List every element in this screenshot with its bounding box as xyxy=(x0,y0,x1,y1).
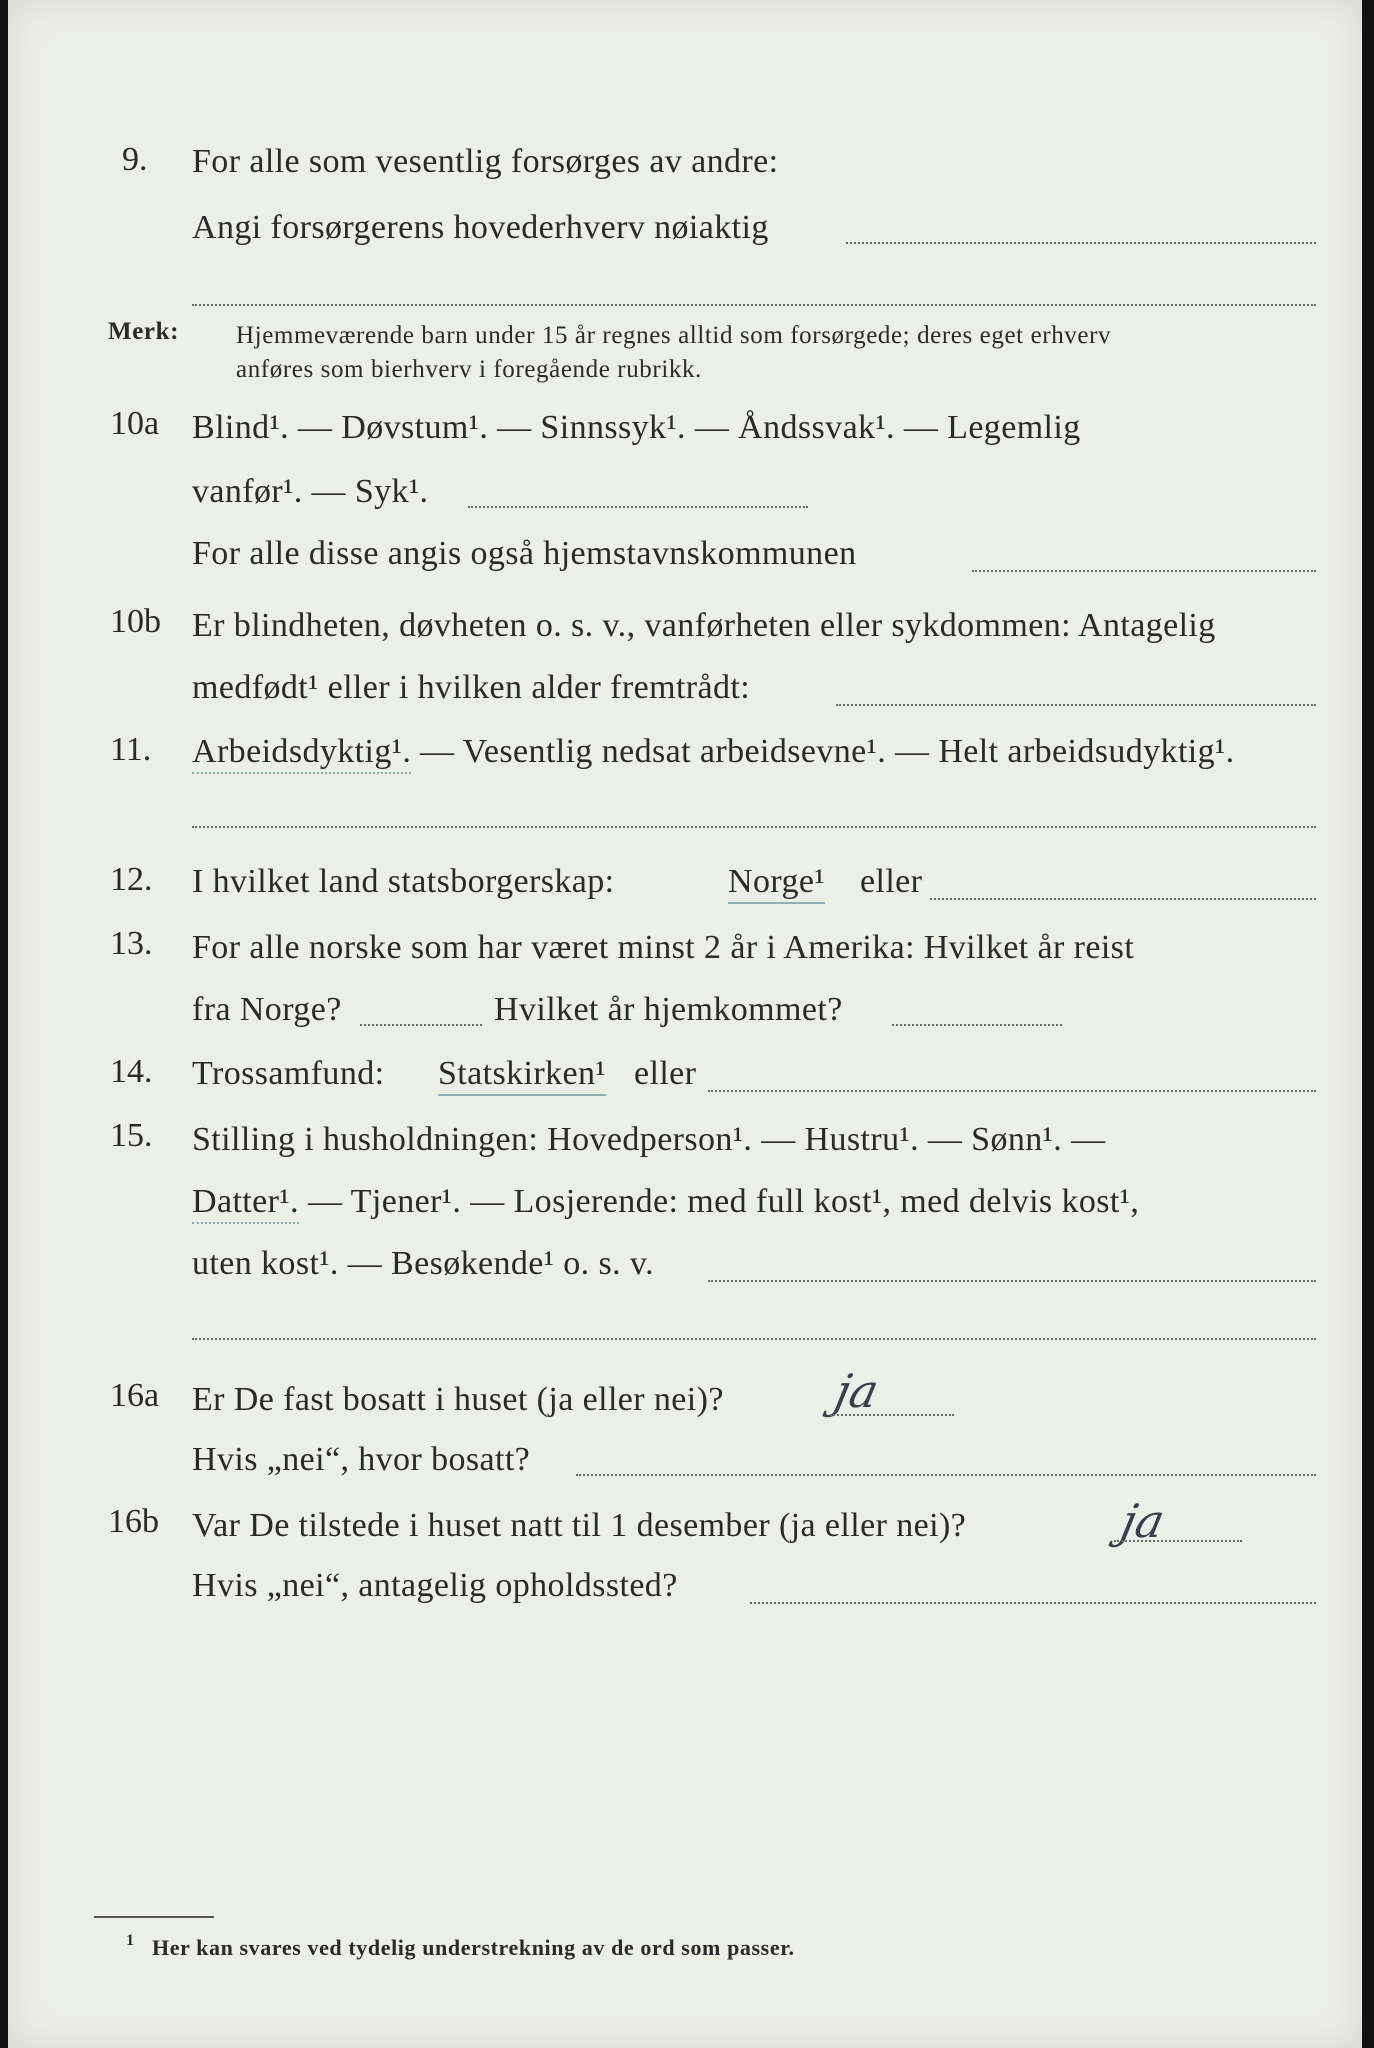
q16b-line1: Var De tilstede i huset natt til 1 desember (ja eller nei)? xyxy=(192,1507,967,1544)
q9-line1: For alle som vesentlig forsørges av andre: xyxy=(192,143,779,180)
q12-number: 12. xyxy=(110,861,153,898)
q16a-number: 16a xyxy=(110,1377,160,1414)
q10b-line1: Er blindheten, døvheten o. s. v., vanførheten eller sykdommen: Antagelig xyxy=(192,607,1216,644)
q16a-handwritten-answer[interactable]: ja xyxy=(830,1364,884,1418)
q11-line1-rest: — Vesentlig nedsat arbeidsevne¹. — Helt arbeidsudyktig¹. xyxy=(420,733,1235,770)
q12-option-norge[interactable]: Norge¹ xyxy=(728,862,825,904)
q16a-answer-line[interactable] xyxy=(830,1414,954,1416)
q16b-handwritten-answer[interactable]: ja xyxy=(1116,1494,1170,1548)
footnote-text: Her kan svares ved tydelig understrekning av de ord som passer. xyxy=(152,1935,795,1960)
q16a-line1: Er De fast bosatt i huset (ja eller nei)? xyxy=(192,1381,724,1418)
q9-answer-line-2[interactable] xyxy=(192,304,1316,306)
q13-reist-answer-line[interactable] xyxy=(360,1024,482,1026)
q13-line1: For alle norske som har været minst 2 år i Amerika: Hvilket år reist xyxy=(192,929,1135,966)
footnote-mark: 1 xyxy=(126,1932,134,1949)
q10a-line2: vanfør¹. — Syk¹. xyxy=(192,473,429,510)
merk-line1: Hjemmeværende barn under 15 år regnes alltid som forsørgede; deres eget erhverv xyxy=(236,322,1112,349)
q15-line2-rest: — Tjener¹. — Losjerende: med full kost¹, med delvis kost¹, xyxy=(308,1183,1140,1220)
q10b-number: 10b xyxy=(110,603,161,640)
merk-line2: anføres som bierhverv i foregående rubrikk. xyxy=(236,356,702,383)
q16b-number: 16b xyxy=(108,1503,159,1540)
q12-answer-line[interactable] xyxy=(930,898,1316,900)
footnote-rule xyxy=(94,1916,214,1918)
q10b-line2: medfødt¹ eller i hvilken alder fremtrådt: xyxy=(192,669,751,706)
q9-answer-line[interactable] xyxy=(846,242,1316,244)
q14-option-statskirken[interactable]: Statskirken¹ xyxy=(438,1054,606,1096)
q11-number: 11. xyxy=(110,731,152,768)
q16b-line2: Hvis „nei“, antagelig opholdssted? xyxy=(192,1567,678,1604)
q10a-syk-answer-line[interactable] xyxy=(468,506,808,508)
census-form-page xyxy=(8,0,1362,2048)
q14-text: Trossamfund: xyxy=(192,1055,385,1092)
q14-number: 14. xyxy=(110,1053,153,1090)
q14-eller: eller xyxy=(634,1055,697,1092)
q15-line1: Stilling i husholdningen: Hovedperson¹. — Hustru¹. — Sønn¹. — xyxy=(192,1121,1106,1158)
q16a-line2: Hvis „nei“, hvor bosatt? xyxy=(192,1441,531,1478)
q14-answer-line[interactable] xyxy=(708,1090,1316,1092)
q10a-line3: For alle disse angis også hjemstavnskommunen xyxy=(192,535,857,572)
q13-hjemkommet-answer-line[interactable] xyxy=(892,1024,1062,1026)
q12-text: I hvilket land statsborgerskap: xyxy=(192,863,615,900)
q15-answer-line-2[interactable] xyxy=(192,1338,1316,1340)
q15-line3: uten kost¹. — Besøkende¹ o. s. v. xyxy=(192,1245,655,1282)
q13-line2a: fra Norge? xyxy=(192,991,342,1028)
q11-answer-line[interactable] xyxy=(192,826,1316,828)
q16a-bosatt-answer-line[interactable] xyxy=(576,1474,1316,1476)
q9-number: 9. xyxy=(122,141,148,178)
q13-line2b: Hvilket år hjemkommet? xyxy=(494,991,843,1028)
q15-answer-line[interactable] xyxy=(708,1280,1316,1282)
q13-number: 13. xyxy=(110,925,153,962)
q16b-opholdssted-answer-line[interactable] xyxy=(750,1602,1316,1604)
q16b-answer-line[interactable] xyxy=(1114,1540,1242,1542)
q15-number: 15. xyxy=(110,1117,153,1154)
q10a-hjemstavn-answer-line[interactable] xyxy=(972,570,1316,572)
q10a-number: 10a xyxy=(110,405,160,442)
q9-line2: Angi forsørgerens hovederhverv nøiaktig xyxy=(192,209,769,246)
q15-option-datter[interactable]: Datter¹. xyxy=(192,1182,299,1224)
q10a-line1: Blind¹. — Døvstum¹. — Sinnssyk¹. — Åndssvak¹. — Legemlig xyxy=(192,409,1081,446)
q12-eller: eller xyxy=(860,863,923,900)
q10b-answer-line[interactable] xyxy=(836,704,1316,706)
q11-option-arbeidsdyktig[interactable]: Arbeidsdyktig¹. xyxy=(192,732,411,774)
merk-label: Merk: xyxy=(108,318,180,345)
